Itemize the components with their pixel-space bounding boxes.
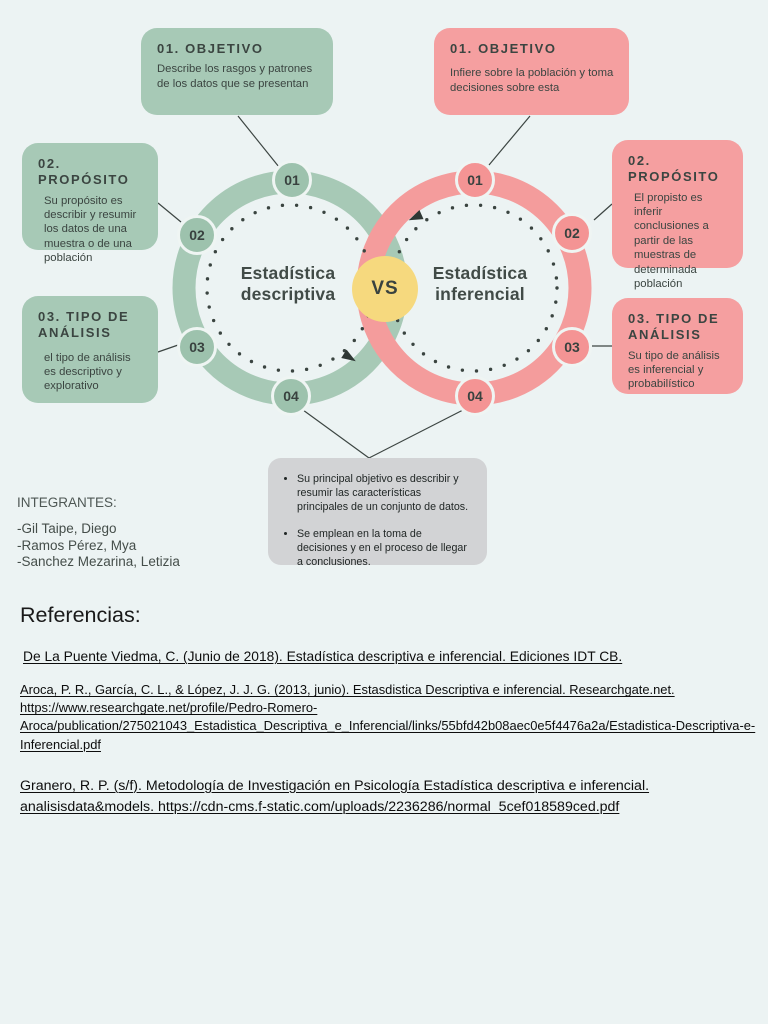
callout-title: 02. PROPÓSITO	[628, 153, 720, 185]
reference-link[interactable]: Granero, R. P. (s/f). Metodología de Investigación en Psicología Estadística descriptiva e inferencial. analisisdata&models. https://cdn-cms.f-static.com/uploads/2236286/normal_5cef018589ced.pdf	[20, 777, 650, 815]
callout-body: Su tipo de análisis es inferencial y probabilístico	[628, 349, 720, 391]
node-right-01: 01	[455, 160, 495, 200]
callout-body: Infiere sobre la población y toma decisiones sobre esta	[450, 67, 614, 94]
reference-link[interactable]: De La Puente Viedma, C. (Junio de 2018). Estadística descriptiva e inferencial. Ediciones IDT CB.	[23, 649, 623, 664]
callout-title: 03. TIPO DE ANÁLISIS	[38, 309, 130, 341]
node-left-04: 04	[271, 376, 311, 416]
summary-bullet-list	[280, 472, 475, 569]
descriptive-circle-label: Estadística descriptiva	[240, 263, 336, 304]
callout-right-objetivo	[434, 28, 629, 115]
team-member: -Sanchez Mezarina, Letizia	[17, 554, 180, 570]
reference-link[interactable]: Aroca, P. R., García, C. L., & López, J. J. G. (2013, junio). Estasdistica Descriptiva e inferencial. Researchgate.net. https://www.researchgate.net/profile/Pedro-Romero-Aroca/publication/275021043_Estadistica_Descriptiva_e_Inferencial/links/55bfd42b08aec0e5f4476a2a/Estadistica-Descriptiva-e-Inferencial.pdf	[20, 682, 756, 752]
summary-bullet: • Se emplean en la toma de decisiones y en el proceso de llegar a conclusiones.	[297, 527, 475, 570]
node-right-02: 02	[552, 213, 592, 253]
node-left-02: 02	[177, 215, 217, 255]
callout-title: 01. OBJETIVO	[450, 41, 557, 56]
node-left-01: 01	[272, 160, 312, 200]
references-section	[20, 603, 757, 818]
callout-body: el tipo de análisis es descriptivo y explorativo	[44, 351, 131, 393]
callout-title: 01. OBJETIVO	[157, 41, 264, 56]
team-block	[17, 495, 180, 571]
inferential-circle-label: Estadística inferencial	[432, 263, 528, 304]
references-heading: Referencias:	[20, 603, 141, 627]
node-right-04: 04	[455, 376, 495, 416]
team-member: -Gil Taipe, Diego	[17, 521, 117, 536]
summary-note-box	[268, 458, 487, 569]
node-right-03: 03	[552, 327, 592, 367]
callout-right-proposito	[612, 140, 743, 291]
team-label: INTEGRANTES:	[17, 495, 117, 510]
team-member: -Ramos Pérez, Mya	[17, 537, 137, 553]
summary-bullet: • Su principal objetivo es describir y resumir las características principales de un conjunto de datos.	[297, 472, 475, 515]
callout-left-proposito	[22, 143, 158, 265]
callout-title: 02. PROPÓSITO	[38, 156, 130, 188]
callout-title: 03. TIPO DE ANÁLISIS	[628, 311, 720, 343]
callout-body: El propisto es inferir conclusiones a partir de las muestras de determinada población	[634, 191, 709, 291]
team-members	[17, 521, 180, 571]
callout-right-tipo-analisis	[612, 298, 743, 394]
callout-body: Describe los rasgos y patrones de los datos que se presentan	[157, 63, 313, 90]
callout-body: Su propósito es describir y resumir los datos de una muestra o de una población	[44, 194, 137, 265]
node-left-03: 03	[177, 327, 217, 367]
callout-left-tipo-analisis	[22, 296, 158, 403]
vs-badge: VS	[352, 256, 418, 322]
callout-left-objetivo	[141, 28, 333, 115]
